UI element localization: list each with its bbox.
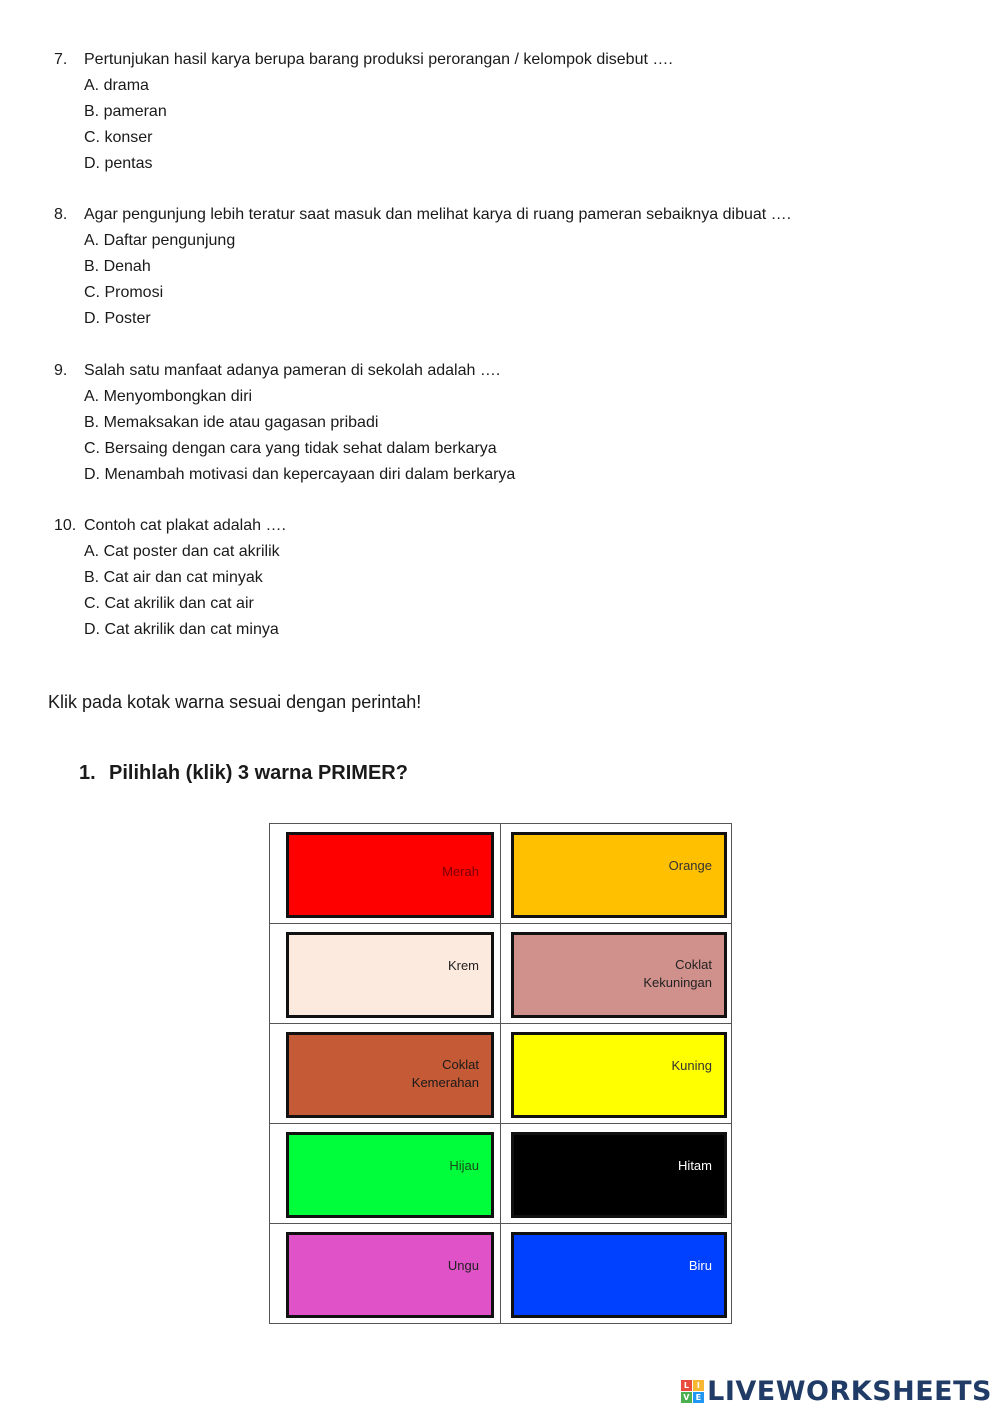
color-label: Hijau: [449, 1158, 479, 1173]
task-number: 1.: [79, 762, 96, 784]
option-c[interactable]: C. Cat akrilik dan cat air: [84, 595, 254, 612]
color-box-coklat-kekuningan[interactable]: [511, 932, 727, 1018]
option-a[interactable]: A. Cat poster dan cat akrilik: [84, 543, 280, 560]
logo-mark-letter: L: [681, 1380, 692, 1391]
question-text: Agar pengunjung lebih teratur saat masuk dan melihat karya di ruang pameran sebaiknya dibuat ….: [84, 206, 792, 223]
color-label: Coklat Kemerahan: [411, 1057, 479, 1090]
task-text: Pilihlah (klik) 3 warna PRIMER?: [109, 762, 408, 784]
question-number: 8.: [54, 206, 68, 223]
option-c[interactable]: C. Bersaing dengan cara yang tidak sehat dalam berkarya: [84, 440, 497, 457]
option-b[interactable]: B. Memaksakan ide atau gagasan pribadi: [84, 414, 379, 431]
color-box-orange[interactable]: [511, 832, 727, 918]
task-heading: [79, 762, 408, 785]
question-number: 9.: [54, 362, 68, 379]
logo-mark-letter: V: [681, 1392, 692, 1403]
color-label: Orange: [668, 858, 712, 873]
color-box-biru[interactable]: [511, 1232, 727, 1318]
color-label: Ungu: [447, 1258, 479, 1273]
color-label: Kuning: [671, 1058, 712, 1073]
question-text: Salah satu manfaat adanya pameran di sekolah adalah ….: [84, 362, 501, 379]
logo-mark-letter: I: [693, 1380, 704, 1391]
logo-text: LIVEWORKSHEETS: [707, 1376, 992, 1407]
question-text: Contoh cat plakat adalah ….: [84, 517, 286, 534]
question-10: [54, 513, 954, 643]
option-a[interactable]: A. Daftar pengunjung: [84, 232, 236, 249]
logo-mark-letter: E: [693, 1392, 704, 1403]
option-a[interactable]: A. drama: [84, 77, 149, 94]
option-d[interactable]: D. Cat akrilik dan cat minya: [84, 621, 279, 638]
question-text: Pertunjukan hasil karya berupa barang produksi perorangan / kelompok disebut ….: [84, 51, 673, 68]
color-box-ungu[interactable]: [286, 1232, 494, 1318]
question-8: [54, 202, 954, 332]
option-b[interactable]: B. pameran: [84, 103, 167, 120]
question-9: [54, 358, 954, 488]
question-number: 10.: [54, 517, 77, 534]
option-a[interactable]: A. Menyombongkan diri: [84, 388, 253, 405]
liveworksheets-mark-icon: [681, 1380, 704, 1403]
option-d[interactable]: D. Menambah motivasi dan kepercayaan diri dalam berkarya: [84, 466, 516, 483]
color-box-hitam[interactable]: [511, 1132, 727, 1218]
color-label: Biru: [688, 1258, 712, 1273]
color-box-merah[interactable]: [286, 832, 494, 918]
question-7: [54, 47, 954, 177]
color-box-coklat-kemerahan[interactable]: [286, 1032, 494, 1118]
question-number: 7.: [54, 51, 68, 68]
option-b[interactable]: B. Denah: [84, 258, 151, 275]
color-grid: [269, 823, 732, 1324]
liveworksheets-logo: [681, 1376, 992, 1407]
option-c[interactable]: C. konser: [84, 129, 153, 146]
color-label: Merah: [442, 864, 479, 879]
color-label: Coklat Kekuningan: [643, 957, 712, 990]
color-label: Krem: [447, 958, 479, 973]
option-c[interactable]: C. Promosi: [84, 284, 164, 301]
option-b[interactable]: B. Cat air dan cat minyak: [84, 569, 263, 586]
instruction-text: Klik pada kotak warna sesuai dengan perintah!: [48, 692, 422, 712]
option-d[interactable]: D. Poster: [84, 310, 151, 327]
color-box-hijau[interactable]: [286, 1132, 494, 1218]
option-d[interactable]: D. pentas: [84, 155, 153, 172]
color-box-krem[interactable]: [286, 932, 494, 1018]
color-box-kuning[interactable]: [511, 1032, 727, 1118]
color-label: Hitam: [678, 1158, 712, 1173]
